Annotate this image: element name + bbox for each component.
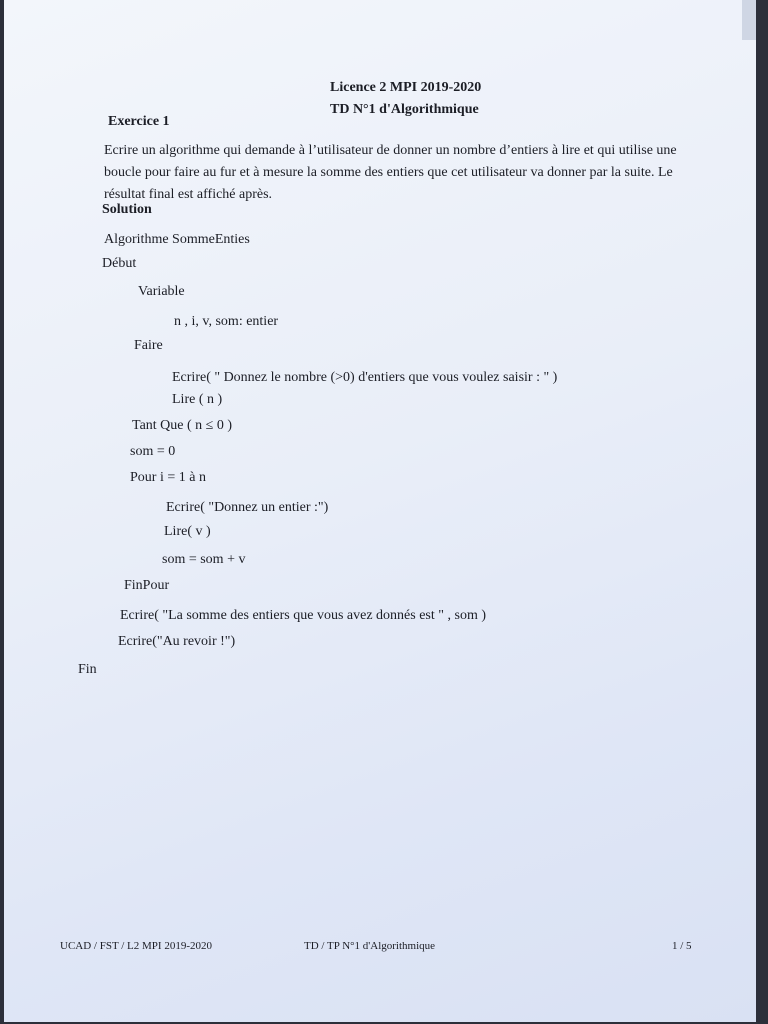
finpour-keyword: FinPour [124, 578, 170, 593]
document-page [4, 0, 756, 1022]
course-title: Licence 2 MPI 2019-2020 [330, 80, 482, 95]
lire-v-line: Lire( v ) [164, 524, 211, 539]
ecrire-au-revoir-line: Ecrire("Au revoir !") [118, 634, 236, 649]
ecrire-entier-line: Ecrire( "Donnez un entier :") [166, 500, 329, 515]
variable-keyword: Variable [138, 284, 185, 299]
footer-institution: UCAD / FST / L2 MPI 2019-2020 [60, 940, 212, 952]
faire-keyword: Faire [134, 338, 163, 353]
page-edge-shadow [742, 0, 756, 40]
exercise-title: Exercice 1 [108, 114, 170, 129]
solution-title: Solution [102, 202, 152, 217]
ecrire-prompt-line: Ecrire( " Donnez le nombre (>0) d'entiers que vous voulez saisir : " ) [172, 370, 558, 385]
tant-que-line: Tant Que ( n ≤ 0 ) [132, 418, 233, 433]
som-init-line: som = 0 [130, 444, 176, 459]
footer-course: TD / TP N°1 d'Algorithmique [304, 940, 436, 952]
som-update-line: som = som + v [162, 552, 246, 567]
td-title: TD N°1 d'Algorithmique [330, 102, 479, 117]
ecrire-somme-line: Ecrire( "La somme des entiers que vous avez donnés est " , som ) [120, 608, 486, 623]
variable-declaration: n , i, v, som: entier [174, 314, 279, 329]
exercise-statement: Ecrire un algorithme qui demande à l’utilisateur de donner un nombre d’entiers à lire et qui utilise une boucle pour faire au fur et à mesure la somme des entiers que cet utilisateur va donner par la suite. Le résultat final est affiché après. [104, 143, 677, 202]
lire-n-line: Lire ( n ) [172, 392, 223, 407]
algorithm-name: Algorithme SommeEnties [104, 232, 250, 247]
fin-keyword: Fin [78, 662, 97, 677]
debut-keyword: Début [102, 256, 137, 271]
pour-line: Pour i = 1 à n [130, 470, 206, 485]
footer-page-number: 1 / 5 [672, 940, 692, 952]
